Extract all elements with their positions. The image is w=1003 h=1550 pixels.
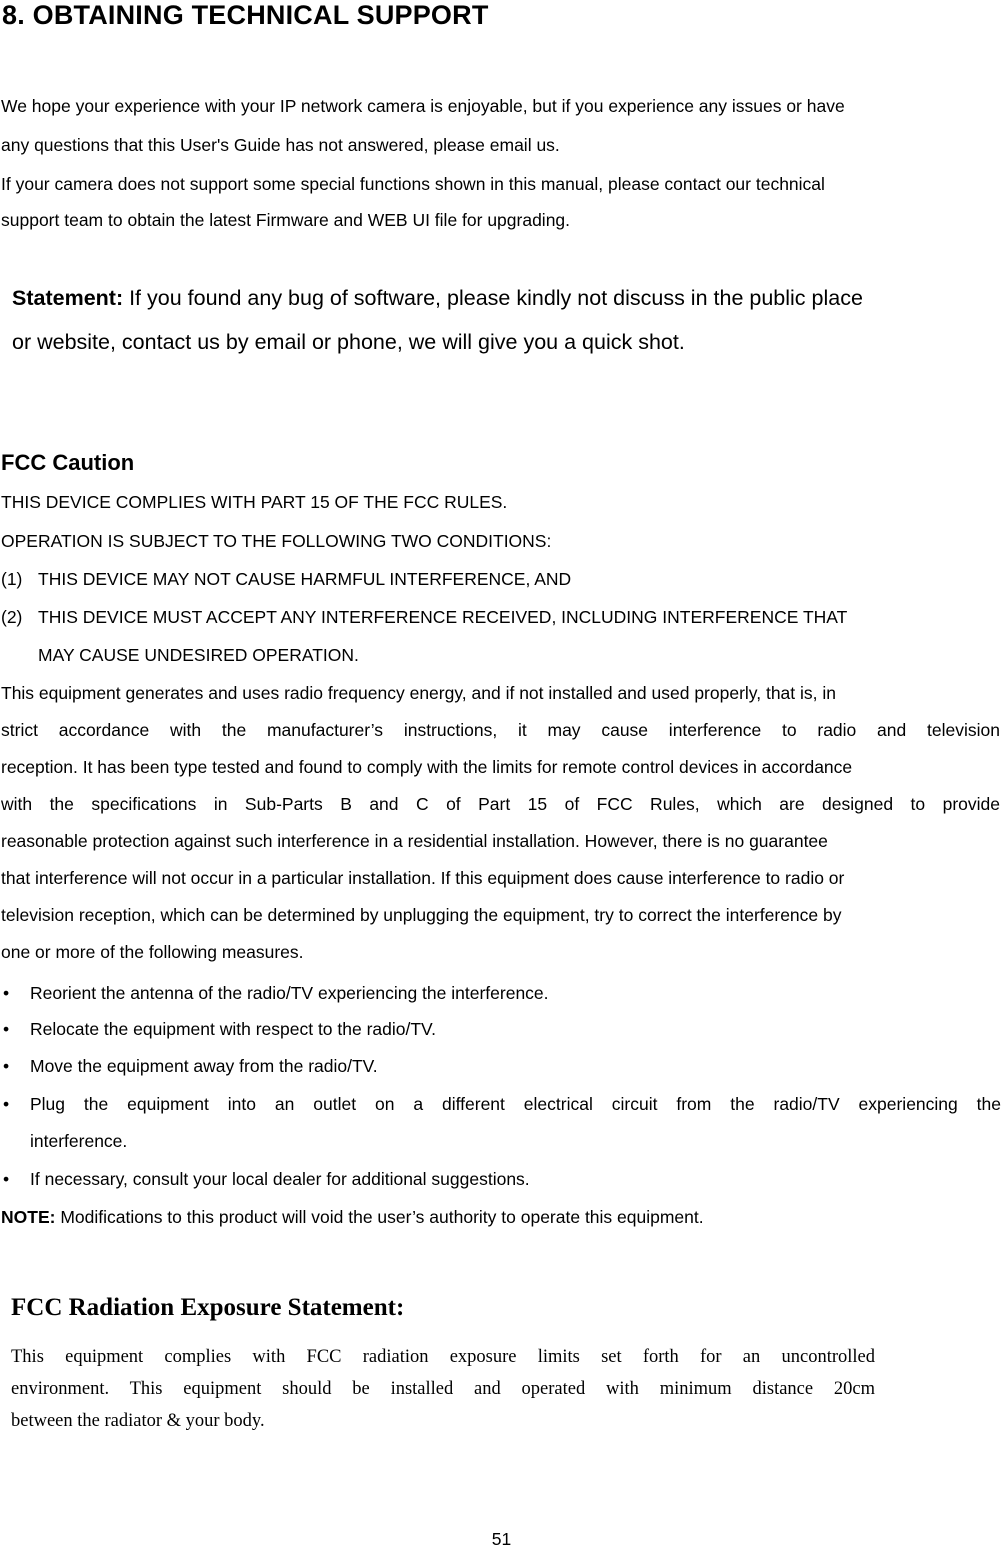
fcc-para-line: that interference will not occur in a particular installation. If this equipment does cause interference to radio or: [1, 868, 845, 888]
note-line: [1, 1206, 704, 1228]
radiation-heading: FCC Radiation Exposure Statement:: [11, 1294, 405, 1321]
intro-line-2b: support team to obtain the latest Firmware and WEB UI file for upgrading.: [1, 210, 571, 230]
fcc-caution-heading: FCC Caution: [1, 450, 135, 475]
note-label: NOTE:: [1, 1207, 56, 1227]
statement-label: Statement:: [12, 286, 124, 310]
intro-line-2a: If your camera does not support some special functions shown in this manual, please contact our technical: [1, 174, 825, 194]
condition-2-text-b: MAY CAUSE UNDESIRED OPERATION.: [38, 645, 359, 665]
note-text: Modifications to this product will void the user’s authority to operate this equipment.: [55, 1207, 704, 1227]
radiation-line: environment. This equipment should be installed and operated with minimum distance 20cm: [11, 1379, 875, 1399]
fcc-line-1: THIS DEVICE COMPLIES WITH PART 15 OF THE FCC RULES.: [1, 492, 508, 512]
bullet-item-continuation: interference.: [30, 1131, 128, 1151]
statement-text-1: If you found any bug of software, please kindly not discuss in the public place: [123, 286, 863, 310]
bullet-item: If necessary, consult your local dealer for additional suggestions.: [30, 1169, 530, 1189]
radiation-line: This equipment complies with FCC radiation exposure limits set forth for an uncontrolled: [11, 1347, 875, 1367]
condition-2-text-a: THIS DEVICE MUST ACCEPT ANY INTERFERENCE RECEIVED, INCLUDING INTERFERENCE THAT: [38, 607, 848, 627]
fcc-para-line: reasonable protection against such interference in a residential installation. However, there is no guarantee: [1, 831, 828, 851]
intro-line-1b: any questions that this User's Guide has not answered, please email us.: [1, 135, 560, 155]
bullet-item: Reorient the antenna of the radio/TV experiencing the interference.: [30, 983, 549, 1003]
bullet-marker: •: [3, 1056, 10, 1076]
condition-1-text: THIS DEVICE MAY NOT CAUSE HARMFUL INTERFERENCE, AND: [38, 569, 572, 589]
fcc-para-line: one or more of the following measures.: [1, 942, 304, 962]
bullet-marker: •: [3, 1169, 10, 1189]
bullet-marker: •: [3, 1019, 10, 1039]
statement-line-2: or website, contact us by email or phone, we will give you a quick shot.: [12, 330, 685, 354]
intro-line-1a: We hope your experience with your IP network camera is enjoyable, but if you experience any issues or have: [1, 96, 845, 116]
bullet-item: Move the equipment away from the radio/TV.: [30, 1056, 378, 1076]
bullet-marker: •: [3, 1094, 10, 1114]
bullet-marker: •: [3, 983, 10, 1003]
fcc-para-line: reception. It has been type tested and found to comply with the limits for remote control devices in accordance: [1, 757, 853, 777]
fcc-para-line: with the specifications in Sub-Parts B and C of Part 15 of FCC Rules, which are designed to provide: [1, 794, 1000, 814]
fcc-line-2: OPERATION IS SUBJECT TO THE FOLLOWING TWO CONDITIONS:: [1, 531, 552, 551]
section-title: 8. OBTAINING TECHNICAL SUPPORT: [2, 0, 489, 30]
fcc-para-line: television reception, which can be determined by unplugging the equipment, try to correct the interference by: [1, 905, 842, 925]
statement-line-1: [12, 284, 863, 312]
radiation-line: between the radiator & your body.: [11, 1411, 265, 1431]
condition-1-number: (1): [1, 569, 23, 589]
bullet-item: Plug the equipment into an outlet on a different electrical circuit from the radio/TV experiencing the: [30, 1094, 1001, 1114]
condition-2-number: (2): [1, 607, 23, 627]
bullet-item: Relocate the equipment with respect to the radio/TV.: [30, 1019, 436, 1039]
fcc-para-line: This equipment generates and uses radio frequency energy, and if not installed and used properly, that is, in: [1, 683, 837, 703]
fcc-para-line: strict accordance with the manufacturer’s instructions, it may cause interference to radio and television: [1, 720, 1000, 740]
page-number: 51: [491, 1529, 512, 1549]
